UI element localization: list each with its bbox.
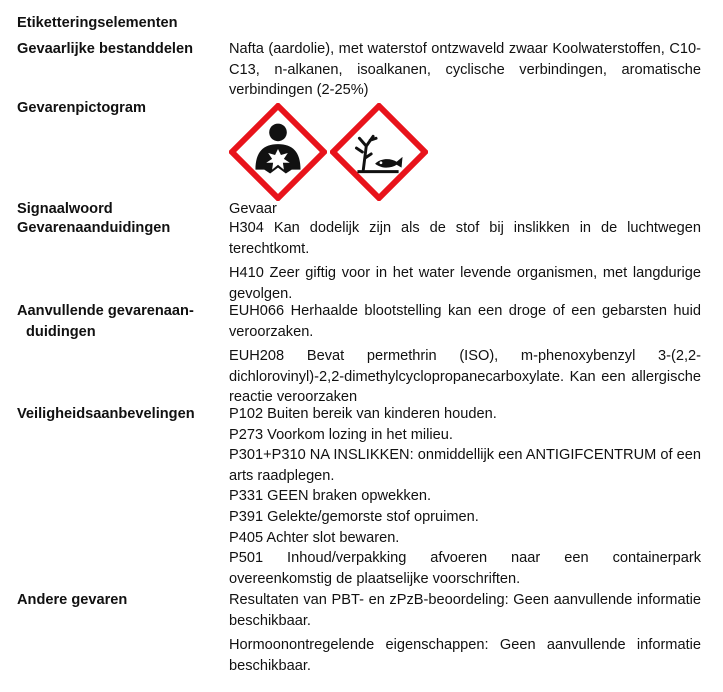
supplemental-label-line1: Aanvullende gevarenaan- bbox=[17, 303, 194, 319]
supplemental-statement: EUH208 Bevat permethrin (ISO), m-phenoxybenzyl 3-(2,2-dichlorovinyl)-2,2-dimethylcyclopropanecarboxylate. Kan een allergische reactie veroorzaken bbox=[229, 348, 701, 406]
supplemental-label bbox=[17, 301, 194, 342]
pictogram-label: Gevarenpictogram bbox=[17, 100, 146, 116]
precautionary-statement: P501 Inhoud/verpakking afvoeren naar een containerpark overeenkomstig de plaatselijke voorschriften. bbox=[229, 550, 701, 587]
other-hazards-list bbox=[229, 590, 701, 676]
other-hazard-statement: Resultaten van PBT- en zPzB-beoordeling: Geen aanvullende informatie beschikbaar. bbox=[229, 592, 701, 629]
precautionary-label: Veiligheidsaanbevelingen bbox=[17, 406, 195, 422]
precautionary-statement: P391 Gelekte/gemorste stof opruimen. bbox=[229, 508, 479, 525]
supplemental-list bbox=[229, 301, 701, 408]
precautionary-statement: P102 Buiten bereik van kinderen houden. bbox=[229, 406, 497, 422]
precautionary-statement: P301+P310 NA INSLIKKEN: onmiddellijk een ANTIGIFCENTRUM of een arts raadplegen. bbox=[229, 447, 701, 484]
supplemental-label-line2: duidingen bbox=[26, 323, 96, 340]
supplemental-statement: EUH066 Herhaalde blootstelling kan een droge of een gebarsten huid veroorzaken. bbox=[229, 303, 701, 340]
signal-word-label: Signaalwoord bbox=[17, 201, 113, 217]
other-hazard-statement: Hormoonontregelende eigenschappen: Geen aanvullende informatie beschikbaar. bbox=[229, 637, 701, 674]
hazard-statements-label: Gevarenaanduidingen bbox=[17, 220, 171, 236]
hazardous-components-label: Gevaarlijke bestanddelen bbox=[17, 41, 194, 57]
precautionary-statement: P273 Voorkom lozing in het milieu. bbox=[229, 426, 453, 443]
signal-word-value: Gevaar bbox=[229, 201, 277, 217]
hazard-statement: H410 Zeer giftig voor in het water levende organismen, met langdurige gevolgen. bbox=[229, 265, 701, 302]
hazard-statements-list bbox=[229, 218, 701, 304]
section-title: Etiketteringselementen bbox=[17, 15, 178, 31]
precautionary-statement: P331 GEEN braken opwekken. bbox=[229, 488, 431, 505]
health-hazard-icon bbox=[229, 103, 327, 205]
hazardous-components-value: Nafta (aardolie), met waterstof ontzwaveld zwaar Koolwaterstoffen, C10-C13, n-alkanen, isoalkanen, cyclische verbindingen, aromatische verbindingen (2-25%) bbox=[229, 41, 701, 99]
environment-hazard-icon bbox=[330, 103, 428, 205]
other-hazards-label: Andere gevaren bbox=[17, 592, 128, 608]
precautionary-list bbox=[229, 404, 701, 589]
hazard-statement: H304 Kan dodelijk zijn als de stof bij inslikken in de luchtwegen terechtkomt. bbox=[229, 220, 701, 257]
precautionary-statement: P405 Achter slot bewaren. bbox=[229, 529, 400, 546]
